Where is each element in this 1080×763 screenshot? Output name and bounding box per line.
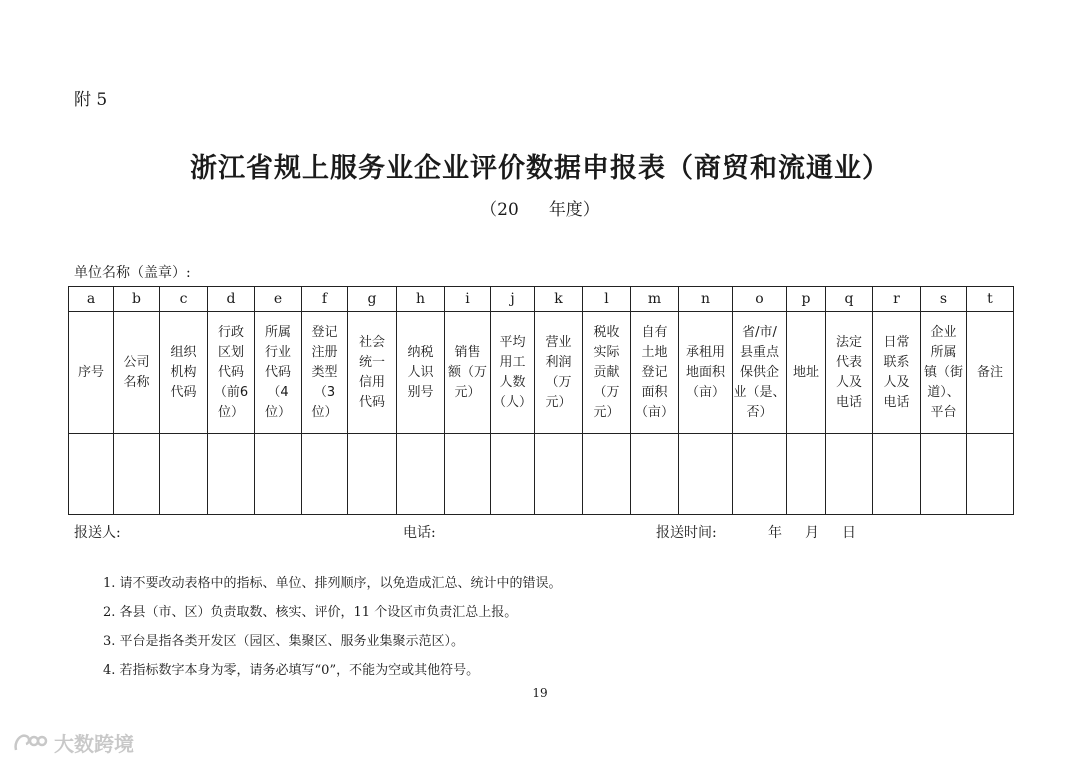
column-header-cell xyxy=(69,312,114,434)
header-line: 电话 xyxy=(883,394,910,410)
header-line: 电话 xyxy=(835,394,862,410)
note-item: 2. 各县（市、区）负责取数、核实、评价，11 个设区市负责汇总上报。 xyxy=(103,605,518,620)
header-line: 注册 xyxy=(311,344,338,360)
column-letter-cell: o xyxy=(733,287,787,312)
year-suffix: 年度） xyxy=(548,200,600,220)
header-line: 区划 xyxy=(217,344,244,360)
data-entry-cell[interactable] xyxy=(679,434,733,515)
column-header-cell xyxy=(631,312,679,434)
header-line: 代表 xyxy=(835,354,862,370)
column-header-cell xyxy=(114,312,160,434)
data-entry-cell[interactable] xyxy=(733,434,787,515)
header-line: 统一 xyxy=(358,354,385,370)
document-title: 浙江省规上服务业企业评价数据申报表（商贸和流通业） xyxy=(190,153,890,184)
header-line: 代码 xyxy=(217,364,244,380)
header-line: 纳税 xyxy=(407,344,434,360)
column-header-cell xyxy=(921,312,967,434)
data-entry-cell[interactable] xyxy=(535,434,583,515)
data-entry-cell[interactable] xyxy=(208,434,255,515)
column-header-cell xyxy=(302,312,348,434)
header-line: 人数 xyxy=(499,374,526,390)
column-letter-cell: d xyxy=(208,287,255,312)
header-line: 所属 xyxy=(264,324,291,340)
header-line: 联系 xyxy=(883,354,910,370)
header-line: 贡献 xyxy=(593,364,620,380)
note-item: 3. 平台是指各类开发区（园区、集聚区、服务业集聚示范区）。 xyxy=(103,634,465,649)
header-line: 省/市/ xyxy=(742,324,777,340)
header-line: 实际 xyxy=(593,344,620,360)
column-header-cell xyxy=(826,312,873,434)
header-line: （万 xyxy=(545,374,572,390)
column-letter-cell: p xyxy=(787,287,826,312)
column-letter-cell: t xyxy=(967,287,1014,312)
column-letter-cell: c xyxy=(160,287,208,312)
header-line: 人及 xyxy=(835,374,862,390)
column-header-cell xyxy=(679,312,733,434)
column-header-cell xyxy=(160,312,208,434)
attachment-label: 附 5 xyxy=(74,90,108,110)
column-header-cell xyxy=(208,312,255,434)
header-line: 行业 xyxy=(264,344,291,360)
data-entry-cell[interactable] xyxy=(631,434,679,515)
reporter-label: 报送人: xyxy=(74,525,121,541)
header-line: 代码 xyxy=(170,384,197,400)
header-line: 承租用 xyxy=(685,344,725,360)
data-entry-row xyxy=(69,434,1014,515)
header-line: 名称 xyxy=(123,374,150,390)
data-entry-cell[interactable] xyxy=(583,434,631,515)
header-line: 道）、 xyxy=(927,384,960,400)
header-line: 税收 xyxy=(593,324,620,340)
header-line: 类型 xyxy=(311,364,338,380)
header-line: 序号 xyxy=(77,364,104,380)
header-line: 元） xyxy=(593,404,620,420)
header-line: （人） xyxy=(492,394,532,410)
page-number: 19 xyxy=(532,686,548,700)
report-time-label: 报送时间: xyxy=(656,525,717,541)
header-line: 代码 xyxy=(264,364,291,380)
header-line: （亩） xyxy=(685,384,725,400)
header-line: 位） xyxy=(264,404,291,420)
column-letter-cell: s xyxy=(921,287,967,312)
data-entry-cell[interactable] xyxy=(873,434,921,515)
column-header-cell xyxy=(255,312,302,434)
column-header-cell xyxy=(583,312,631,434)
header-line: 营业 xyxy=(545,334,572,350)
header-line: 位） xyxy=(217,404,244,420)
column-header-cell xyxy=(873,312,921,434)
data-entry-cell[interactable] xyxy=(445,434,491,515)
column-header-row xyxy=(69,312,1014,434)
column-letter-cell: i xyxy=(445,287,491,312)
year-prefix: （20 xyxy=(480,200,519,220)
watermark xyxy=(12,728,134,757)
header-line: 否） xyxy=(746,404,773,420)
column-header-cell xyxy=(445,312,491,434)
header-line: 位） xyxy=(311,404,338,420)
header-line: 土地 xyxy=(641,344,668,360)
year-line xyxy=(0,195,1080,220)
header-line: 销售 xyxy=(454,344,481,360)
watermark-text: 大数跨境 xyxy=(54,732,134,756)
column-letter-cell: m xyxy=(631,287,679,312)
header-line: 别号 xyxy=(407,384,434,400)
header-line: 镇（街 xyxy=(923,364,963,380)
header-line: 县重点 xyxy=(739,344,779,360)
column-letter-row xyxy=(69,287,1014,312)
column-letter-cell: b xyxy=(114,287,160,312)
header-line: 地址 xyxy=(792,364,819,380)
header-line: 信用 xyxy=(358,374,385,390)
header-line: 企业 xyxy=(930,324,957,340)
column-header-cell xyxy=(967,312,1014,434)
header-line: （亩） xyxy=(634,404,674,420)
column-letter-cell: q xyxy=(826,287,873,312)
header-line: 所属 xyxy=(930,344,957,360)
data-entry-cell[interactable] xyxy=(69,434,114,515)
data-entry-cell[interactable] xyxy=(114,434,160,515)
column-letter-cell: l xyxy=(583,287,631,312)
data-entry-cell[interactable] xyxy=(397,434,445,515)
header-line: 社会 xyxy=(358,334,385,350)
column-header-cell xyxy=(535,312,583,434)
column-letter-cell: h xyxy=(397,287,445,312)
unit-name-label: 单位名称（盖章）: xyxy=(74,265,191,281)
column-header-cell xyxy=(348,312,397,434)
data-entry-cell[interactable] xyxy=(255,434,302,515)
notes-list xyxy=(103,574,562,690)
header-line: 业（是、 xyxy=(733,384,786,400)
header-line: 公司 xyxy=(123,354,150,370)
header-line: 平均 xyxy=(499,334,526,350)
header-line: （前6 xyxy=(213,384,249,400)
column-letter-cell: k xyxy=(535,287,583,312)
watermark-logo-icon xyxy=(12,730,48,756)
column-letter-cell: e xyxy=(255,287,302,312)
column-letter-cell: f xyxy=(302,287,348,312)
header-line: 备注 xyxy=(976,364,1003,380)
header-line: 元） xyxy=(545,394,572,410)
header-line: 元） xyxy=(454,384,481,400)
header-line: 保供企 xyxy=(739,364,779,380)
data-entry-cell[interactable] xyxy=(302,434,348,515)
header-line: （万 xyxy=(593,384,620,400)
phone-label: 电话: xyxy=(403,525,436,541)
column-letter-cell: g xyxy=(348,287,397,312)
header-line: 登记 xyxy=(641,364,668,380)
header-line: （3 xyxy=(313,384,336,400)
header-line: 利润 xyxy=(545,354,572,370)
data-entry-cell[interactable] xyxy=(787,434,826,515)
header-line: 额（万 xyxy=(447,364,487,380)
header-line: 组织 xyxy=(170,344,197,360)
column-letter-cell: j xyxy=(491,287,535,312)
header-line: 行政 xyxy=(217,324,244,340)
header-line: 用工 xyxy=(499,354,526,370)
column-letter-cell: a xyxy=(69,287,114,312)
header-line: 登记 xyxy=(311,324,338,340)
header-line: 面积 xyxy=(641,384,668,400)
data-entry-cell[interactable] xyxy=(348,434,397,515)
day-label: 日 xyxy=(842,525,856,541)
year-label: 年 xyxy=(768,525,782,541)
report-table xyxy=(68,286,1014,515)
header-line: （4 xyxy=(267,384,289,400)
month-label: 月 xyxy=(805,525,819,541)
header-line: 平台 xyxy=(930,404,957,420)
column-letter-cell: n xyxy=(679,287,733,312)
data-entry-cell[interactable] xyxy=(491,434,535,515)
header-line: 人识 xyxy=(407,364,434,380)
column-header-cell xyxy=(787,312,826,434)
column-header-cell xyxy=(491,312,535,434)
column-header-cell xyxy=(397,312,445,434)
header-line: 自有 xyxy=(641,324,668,340)
data-entry-cell[interactable] xyxy=(967,434,1014,515)
header-line: 代码 xyxy=(358,394,385,410)
data-entry-cell[interactable] xyxy=(160,434,208,515)
data-entry-cell[interactable] xyxy=(921,434,967,515)
header-line: 机构 xyxy=(170,364,197,380)
header-line: 法定 xyxy=(835,334,862,350)
column-letter-cell: r xyxy=(873,287,921,312)
column-header-cell xyxy=(733,312,787,434)
data-entry-cell[interactable] xyxy=(826,434,873,515)
header-line: 日常 xyxy=(883,334,910,350)
header-line: 地面积 xyxy=(685,364,725,380)
note-item: 4. 若指标数字本身为零，请务必填写“0”，不能为空或其他符号。 xyxy=(103,663,480,678)
header-line: 人及 xyxy=(883,374,910,390)
note-item: 1. 请不要改动表格中的指标、单位、排列顺序，以免造成汇总、统计中的错误。 xyxy=(103,576,562,591)
